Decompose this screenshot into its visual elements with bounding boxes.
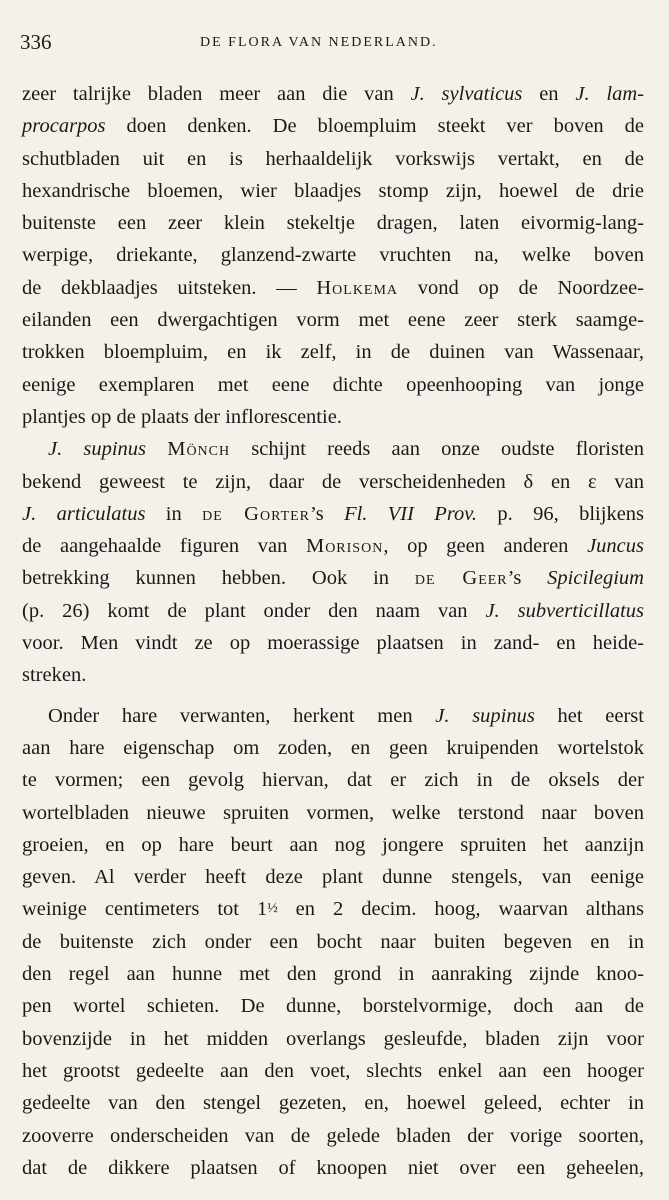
text-line: wortelbladen nieuwe spruiten vormen, welke terstond naar boven — [22, 801, 644, 824]
fraction: ½ — [267, 901, 278, 917]
text-line: eilanden een dwergachtigen vorm met eene zeer sterk saamge- — [22, 309, 644, 332]
text-line: weinige centimeters tot 1½ en 2 decim. hoog, waarvan althans — [22, 898, 644, 921]
genus-name: Juncus — [587, 535, 644, 558]
species-name: J. subverticillatus — [485, 599, 644, 622]
text-line: de aangehaalde figuren van Morison, op geen anderen Juncus — [22, 535, 644, 558]
text-line: streken. — [22, 664, 87, 687]
text-line: werpige, driekante, glanzend-zwarte vruchten na, welke boven — [22, 244, 644, 267]
text-line: zeer talrijke bladen meer aan die van J. sylvaticus en J. lam- — [22, 83, 644, 105]
text-line: betrekking kunnen hebben. Ook in de Geer’s Spicilegium — [22, 567, 644, 590]
text-line: de dekblaadjes uitsteken. — Holkema vond op de Noordzee- — [22, 276, 644, 299]
text-line: bekend geweest te zijn, daar de verscheidenheden δ en ε van — [22, 470, 644, 493]
text-line: procarpos doen denken. De bloempluim steekt ver boven de — [22, 115, 644, 138]
author-name: Mönch — [167, 438, 231, 461]
text-line: hexandrische bloemen, wier blaadjes stomp zijn, hoewel de drie — [22, 179, 644, 202]
author-name: de Gorter — [202, 502, 311, 525]
author-name: de Geer — [414, 567, 508, 590]
paragraph-gap — [22, 692, 644, 700]
text-line: den regel aan hunne met den grond in aanraking zijnde knoo- — [22, 963, 644, 986]
text-line: groeien, en op hare beurt aan nog jongere spruiten het aanzijn — [22, 833, 644, 856]
text-line: gedeelte van den stengel gezeten, en, hoewel geleed, echter in — [22, 1092, 644, 1115]
text-line: geven. Al verder heeft deze plant dunne stengels, van eenige — [22, 866, 644, 889]
species-name: J. lam- — [575, 83, 644, 105]
paragraph-3 — [22, 700, 644, 1184]
text-line: aan hare eigenschap om zoden, en geen kruipenden wortelstok — [22, 736, 644, 759]
author-name: Morison — [305, 535, 384, 558]
species-name: J. articulatus — [22, 502, 146, 525]
text-line: te vormen; een gevolg hiervan, dat er zich in de oksels der — [22, 769, 644, 792]
paragraph-2 — [22, 433, 644, 691]
text-line: zooverre onderscheiden van de gelede bladen der vorige soorten, — [22, 1124, 644, 1147]
body-text — [22, 78, 644, 1184]
species-name: J. sylvaticus — [410, 83, 523, 105]
text-line: pen wortel schieten. De dunne, borstelvormige, doch aan de — [22, 995, 644, 1018]
text-line: Onder hare verwanten, herkent men J. supinus het eerst — [48, 704, 644, 727]
paragraph-1 — [22, 78, 644, 433]
species-name: procarpos — [22, 115, 106, 138]
text-line: (p. 26) komt de plant onder den naam van J. subverticillatus — [22, 599, 644, 622]
text-line: eenige exemplaren met eene dichte opeenhooping van jonge — [22, 373, 644, 396]
book-title: Spicilegium — [547, 567, 644, 590]
running-head: DE FLORA VAN NEDERLAND. — [200, 35, 438, 50]
species-name: J. supinus — [435, 704, 535, 727]
text-line: buitenste een zeer klein stekeltje dragen, laten eivormig-lang- — [22, 212, 644, 235]
text-line: trokken bloempluim, en ik zelf, in de duinen van Wassenaar, — [22, 341, 644, 364]
text-line: J. articulatus in de Gorter’s Fl. VII Prov. p. 96, blijkens — [22, 502, 645, 525]
text-line: plantjes op de plaats der inflorescentie. — [22, 405, 342, 428]
text-line: dat de dikkere plaatsen of knoopen niet over een geheelen, — [22, 1156, 644, 1179]
text-line: bovenzijde in het midden overlangs gesleufde, bladen zijn voor — [22, 1027, 644, 1050]
species-name: J. supinus — [48, 438, 147, 461]
text-line: voor. Men vindt ze op moerassige plaatsen in zand- en heide- — [22, 632, 644, 655]
author-name: Holkema — [316, 276, 399, 299]
text-line: de buitenste zich onder een bocht naar buiten begeven en in — [22, 930, 644, 953]
page-number: 336 — [20, 30, 52, 54]
page-header — [20, 30, 650, 58]
text-line: het grootst gedeelte aan den voet, slechts enkel aan een hooger — [22, 1059, 644, 1082]
text-line: schutbladen uit en is herhaaldelijk vorkswijs vertakt, en de — [22, 147, 644, 170]
text-line: J. supinus Mönch schijnt reeds aan onze oudste floristen — [48, 438, 645, 461]
book-title: Fl. VII Prov. — [344, 502, 478, 525]
